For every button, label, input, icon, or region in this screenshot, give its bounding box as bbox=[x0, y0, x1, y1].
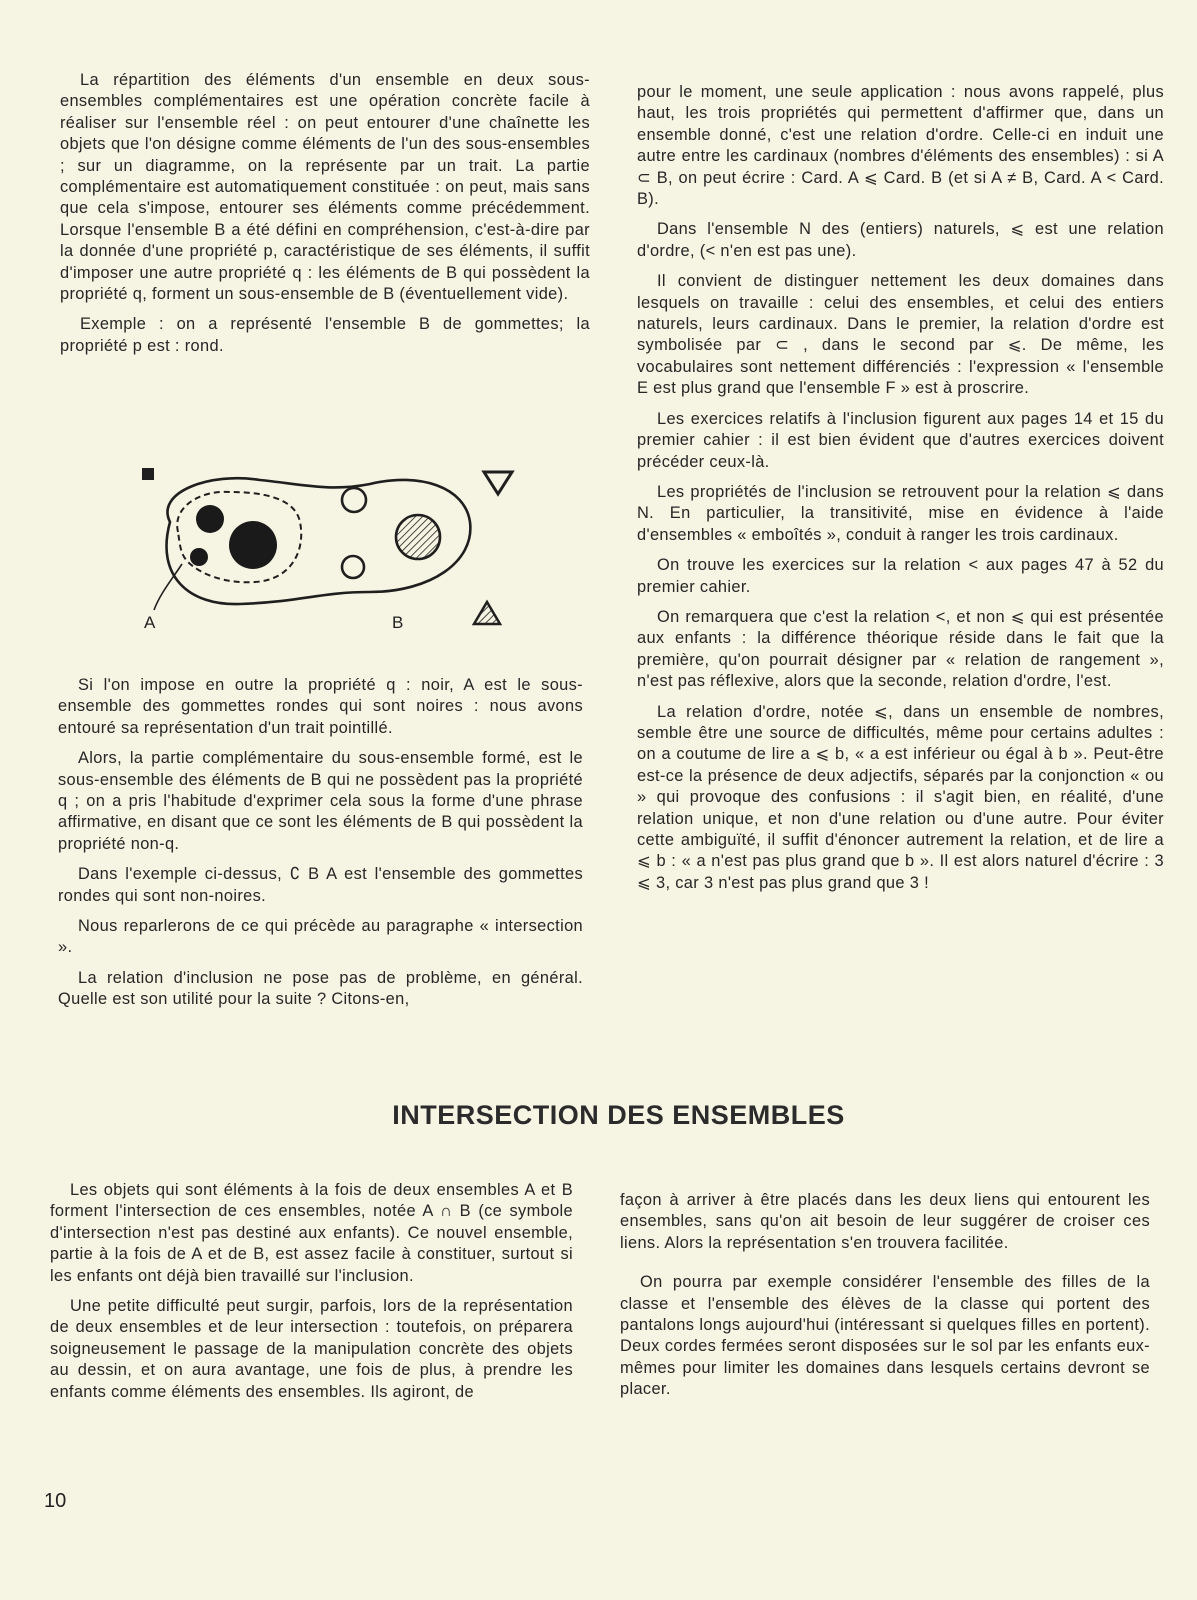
black-circle-shape bbox=[190, 548, 208, 566]
paragraph: Dans l'exemple ci-dessus, ∁ B A est l'ensemble des gommettes rondes qui sont non-noires. bbox=[58, 865, 583, 905]
hatched-triangle-shape bbox=[474, 602, 500, 624]
paragraph: pour le moment, une seule application : nous avons rappelé, plus haut, les trois propriétés qui permettent d'affirmer que, dans un ensemble donné, c'est une relation d'ordre. Celle-ci en induit une autre entre les cardinaux (nombres d'éléments des ensembles) : si A ⊂ B, on peut écrire : Card. A ⩽ Card. B (et si A ≠ B, Card. A < Card. B). bbox=[637, 83, 1164, 209]
black-circle-shape bbox=[196, 505, 224, 533]
section-title: INTERSECTION DES ENSEMBLES bbox=[392, 1100, 845, 1130]
paragraph: On pourra par exemple considérer l'ensemble des filles de la classe et l'ensemble des élèves de la classe qui portent des pantalons longs aujourd'hui (intéressant si quelques filles en portent). Deux cordes fermées seront disposées sur le sol par les enfants eux-mêmes pour limiter les domaines dans lesquels certains devront se placer. bbox=[620, 1273, 1150, 1399]
label-a-leader-line bbox=[154, 564, 182, 610]
white-circle-shape bbox=[342, 556, 364, 578]
page-number: 10 bbox=[44, 1490, 67, 1512]
paragraph: La relation d'inclusion ne pose pas de problème, en général. Quelle est son utilité pour la suite ? Citons-en, bbox=[58, 968, 583, 1009]
white-triangle-shape bbox=[484, 472, 512, 494]
paragraph: Si l'on impose en outre la propriété q : noir, A est le sous-ensemble des gommettes rondes qui sont noires : nous avons entouré sa représentation d'un trait pointillé. bbox=[58, 676, 583, 737]
white-circle-shape bbox=[342, 488, 366, 512]
figure-label-a: A bbox=[144, 613, 156, 632]
paragraph: Dans l'ensemble N des (entiers) naturels, ⩽ est une relation d'ordre, (< n'en est pas une). bbox=[637, 220, 1164, 260]
black-circle-shape bbox=[229, 521, 277, 569]
paragraph: Nous reparlerons de ce qui précède au paragraphe « intersection ». bbox=[58, 917, 583, 957]
left-column-middle bbox=[58, 675, 583, 1020]
paragraph: La répartition des éléments d'un ensemble en deux sous-ensembles complémentaires est une opération concrète facile à réaliser sur l'ensemble réel : on peut entourer d'une chaînette les objets que l'on désigne comme éléments de l'un des sous-ensembles ; sur un diagramme, on la représente par un trait. La partie complémentaire est automatiquement constituée : on peut, mais sans que cela s'impose, entourer ses éléments comme précédemment. Lorsque l'ensemble B a été défini en compréhension, c'est-à-dire par la donnée d'une propriété p, caractéristique de ses éléments, il suffit d'imposer une autre propriété q : les éléments de B qui possèdent la propriété q, forment un sous-ensemble de B (éventuellement vide). bbox=[60, 71, 590, 304]
black-square-shape bbox=[142, 468, 154, 480]
paragraph: Les exercices relatifs à l'inclusion figurent aux pages 14 et 15 du premier cahier : il est bien évident que d'autres exercices doivent précéder ceux-là. bbox=[637, 409, 1164, 471]
left-column-bottom bbox=[50, 1180, 573, 1412]
paragraph: façon à arriver à être placés dans les deux liens qui entourent les ensembles, sans qu'on ait besoin de leur suggérer de croiser ces liens. Alors la représentation s'en trouvera facilitée. bbox=[620, 1191, 1150, 1252]
venn-diagram-figure bbox=[130, 462, 530, 642]
right-column-top bbox=[637, 82, 1164, 903]
paragraph: Alors, la partie complémentaire du sous-ensemble formé, est le sous-ensemble des éléments de B qui ne possèdent pas la propriété q ; on a pris l'habitude d'exprimer cela sous la forme d'une phrase affirmative, en disant que ce sont les éléments de B qui possèdent la propriété non-q. bbox=[58, 749, 583, 853]
left-column-top bbox=[60, 70, 590, 366]
paragraph: Les propriétés de l'inclusion se retrouvent pour la relation ⩽ dans N. En particulier, la transitivité, mise en évidence à l'aide d'ensembles « emboîtés », conduit à ranger les trois cardinaux. bbox=[637, 482, 1164, 544]
paragraph: Exemple : on a représenté l'ensemble B de gommettes; la propriété p est : rond. bbox=[60, 315, 590, 355]
right-column-bottom bbox=[620, 1190, 1150, 1410]
hatched-circle-shape bbox=[396, 515, 440, 559]
paragraph: Il convient de distinguer nettement les deux domaines dans lesquels on travaille : celui des ensembles, et celui des entiers naturels, leurs cardinaux. Dans le premier, la relation d'ordre est symbolisée par ⊂ , dans le second par ⩽. De même, les vocabulaires sont nettement différenciés : l'expression « l'ensemble E est plus grand que l'ensemble F » est à proscrire. bbox=[637, 272, 1164, 398]
paragraph: On trouve les exercices sur la relation < aux pages 47 à 52 du premier cahier. bbox=[637, 556, 1164, 596]
paragraph: La relation d'ordre, notée ⩽, dans un ensemble de nombres, semble être une source de difficultés, même pour certains adultes : on a coutume de lire a ⩽ b, « a est inférieur ou égal à b ». Peut-être est-ce la présence de deux adjectifs, séparés par la conjonction « ou » qui provoque des confusions : il s'agit bien, en réalité, d'une relation unique, et non d'une relation ou d'une autre. Pour éviter cette ambiguïté, il suffit d'énoncer autrement la relation, et de lire a ⩽ b : « a n'est pas plus grand que b ». Il est alors naturel d'écrire : 3 ⩽ 3, car 3 n'est pas plus grand que 3 ! bbox=[637, 702, 1164, 892]
paragraph: Une petite difficulté peut surgir, parfois, lors de la représentation de deux ensembles et de leur intersection : toutefois, on préparera soigneusement le passage de la manipulation concrète des objets au dessin, et on aura avantage, une fois de plus, à prendre les enfants comme éléments des ensembles. Ils agiront, de bbox=[50, 1297, 573, 1401]
paragraph: On remarquera que c'est la relation <, et non ⩽ qui est présentée aux enfants : la différence théorique réside dans le fait que la première, qu'on pourrait désigner par « relation de rangement », n'est pas réflexive, alors que la seconde, relation d'ordre, l'est. bbox=[637, 607, 1164, 691]
figure-label-b: B bbox=[392, 613, 404, 632]
paragraph: Les objets qui sont éléments à la fois de deux ensembles A et B forment l'intersection de ces ensembles, notée A ∩ B (ce symbole d'intersection n'est pas destiné aux enfants). Ce nouvel ensemble, partie à la fois de A et de B, est assez facile à constituer, surtout si les enfants ont déjà bien travaillé sur l'inclusion. bbox=[50, 1181, 573, 1285]
